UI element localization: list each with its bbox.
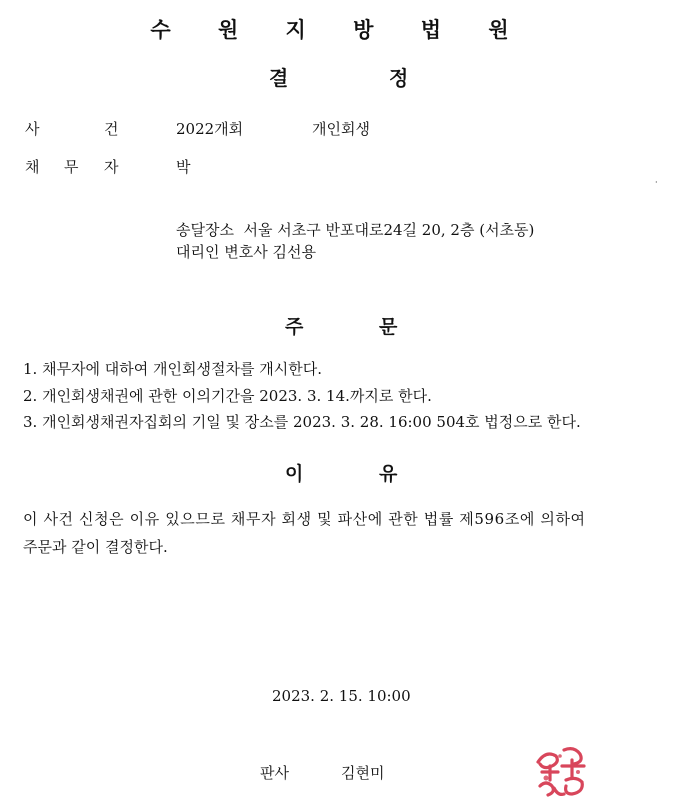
service-address: 송달장소 서울 서초구 반포대로24길 20, 2층 (서초동)	[176, 221, 535, 239]
order-item: 2. 개인회생채권에 관한 이의기간을 2023. 3. 14.까지로 한다.	[23, 387, 432, 405]
debtor-label-char: 무	[64, 158, 79, 176]
debtor-label-char: 자	[104, 158, 119, 176]
case-label-char: 사	[25, 120, 40, 138]
case-label-char: 건	[104, 120, 119, 138]
judge-label: 판사	[260, 764, 289, 782]
document-type-char: 정	[389, 66, 409, 90]
legal-agent: 대리인 변호사 김선용	[176, 243, 316, 261]
stray-mark: ·	[655, 178, 658, 187]
debtor-name: 박	[176, 158, 191, 176]
order-item: 1. 채무자에 대하여 개인회생절차를 개시한다.	[23, 360, 322, 378]
order-heading-char: 문	[379, 316, 398, 338]
court-name: 수 원 지 방 법 원	[150, 18, 529, 42]
judge-seal-stamp	[532, 742, 592, 802]
case-name: 개인회생	[312, 120, 370, 138]
order-heading-char: 주	[285, 316, 304, 338]
case-number: 2022개회	[176, 120, 244, 138]
reason-text: 이 사건 신청은 이유 있으므로 채무자 회생 및 파산에 관한 법률 제596조에 의하여	[23, 510, 586, 528]
judge-name: 김현미	[341, 764, 385, 782]
debtor-label-char: 채	[25, 158, 40, 176]
reason-heading-char: 이	[285, 463, 304, 485]
reason-text: 주문과 같이 결정한다.	[23, 538, 168, 556]
document-type-char: 결	[269, 66, 289, 90]
decision-date: 2023. 2. 15. 10:00	[272, 687, 411, 705]
order-item: 3. 개인회생채권자집회의 기일 및 장소를 2023. 3. 28. 16:00 504호 법정으로 한다.	[23, 413, 581, 431]
reason-heading-char: 유	[379, 463, 398, 485]
